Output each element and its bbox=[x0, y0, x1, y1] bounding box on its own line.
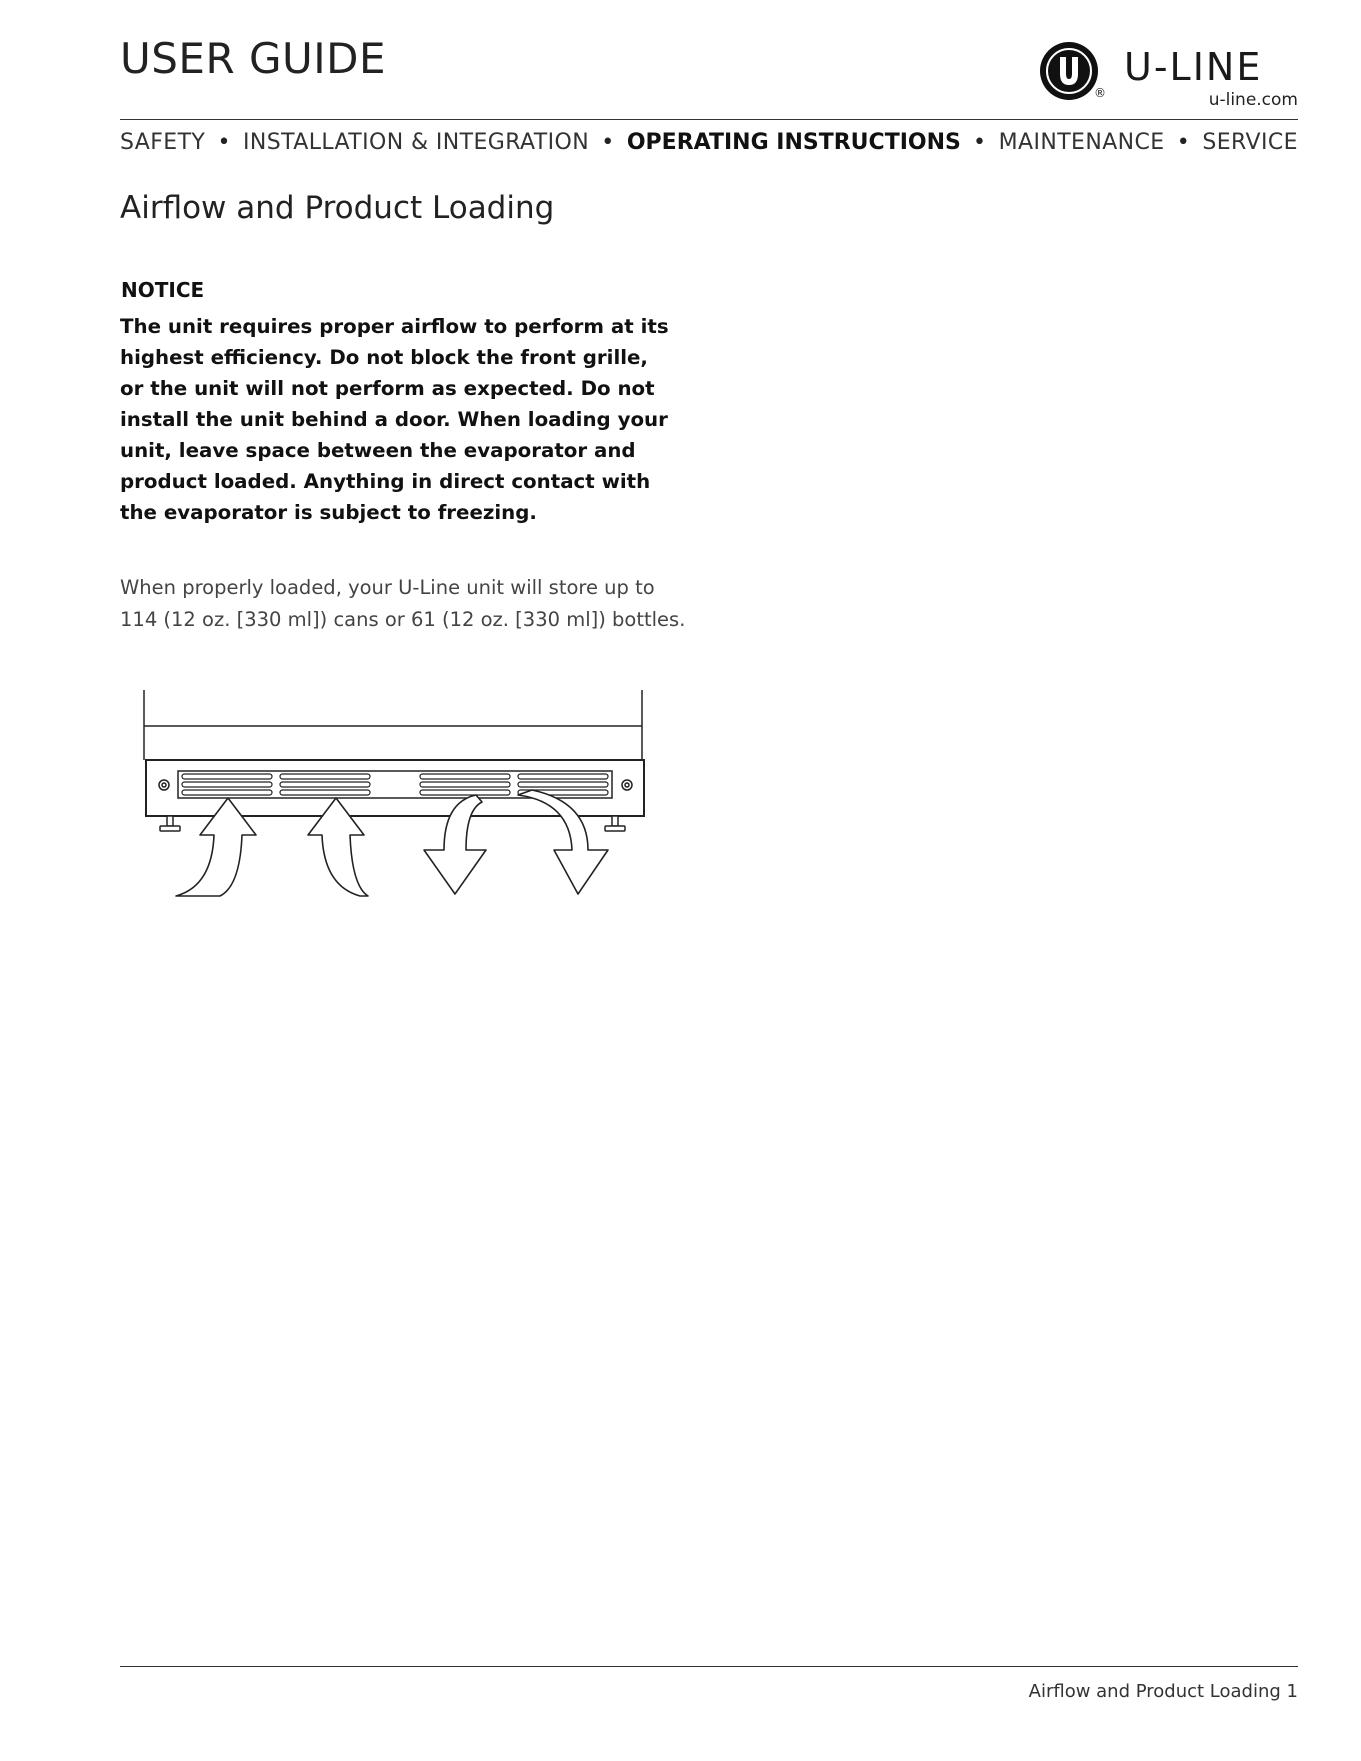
nav-separator: • bbox=[1176, 130, 1191, 155]
doc-title: USER GUIDE bbox=[120, 34, 387, 83]
notice-line: the evaporator is subject to freezing. bbox=[120, 501, 537, 524]
nav-item-operating-instructions: OPERATING INSTRUCTIONS bbox=[626, 130, 961, 155]
notice-line: or the unit will not perform as expected. Do not bbox=[120, 377, 655, 400]
logo-url: u-line.com bbox=[1208, 90, 1298, 110]
notice-line: The unit requires proper airflow to perform at its bbox=[120, 315, 669, 338]
logo-wordmark: U-LINE bbox=[1124, 45, 1263, 89]
page-footer: Airflow and Product Loading 1 bbox=[1028, 1681, 1298, 1702]
nav-item-maintenance: MAINTENANCE bbox=[998, 130, 1165, 155]
nav-separator: • bbox=[217, 130, 231, 155]
nav-item-safety: SAFETY bbox=[120, 130, 206, 155]
notice-line: install the unit behind a door. When loading your bbox=[120, 408, 668, 431]
body-line: When properly loaded, your U-Line unit will store up to bbox=[120, 576, 655, 599]
notice-line: highest efficiency. Do not block the front grille, bbox=[120, 346, 648, 369]
nav-item-installation: INSTALLATION & INTEGRATION bbox=[243, 130, 590, 155]
section-title: Airflow and Product Loading bbox=[120, 190, 555, 226]
notice-label: NOTICE bbox=[121, 278, 205, 302]
capacity-text bbox=[120, 572, 720, 636]
airflow-diagram bbox=[140, 690, 650, 905]
nav-separator: • bbox=[973, 130, 987, 155]
u-line-logo-icon bbox=[1038, 40, 1100, 102]
notice-text bbox=[120, 311, 680, 528]
notice-line: unit, leave space between the evaporator and bbox=[120, 439, 636, 462]
footer-rule bbox=[120, 1666, 1298, 1667]
nav-separator: • bbox=[601, 130, 615, 155]
body-line: 114 (12 oz. [330 ml]) cans or 61 (12 oz. [330 ml]) bottles. bbox=[120, 608, 686, 631]
section-nav bbox=[120, 130, 1298, 155]
notice-line: product loaded. Anything in direct contact with bbox=[120, 470, 651, 493]
cabinet-outline bbox=[144, 690, 642, 760]
registered-mark: ® bbox=[1094, 86, 1106, 100]
brand-logo bbox=[1038, 38, 1298, 110]
nav-item-service: SERVICE bbox=[1202, 130, 1298, 155]
header-rule bbox=[120, 119, 1298, 120]
